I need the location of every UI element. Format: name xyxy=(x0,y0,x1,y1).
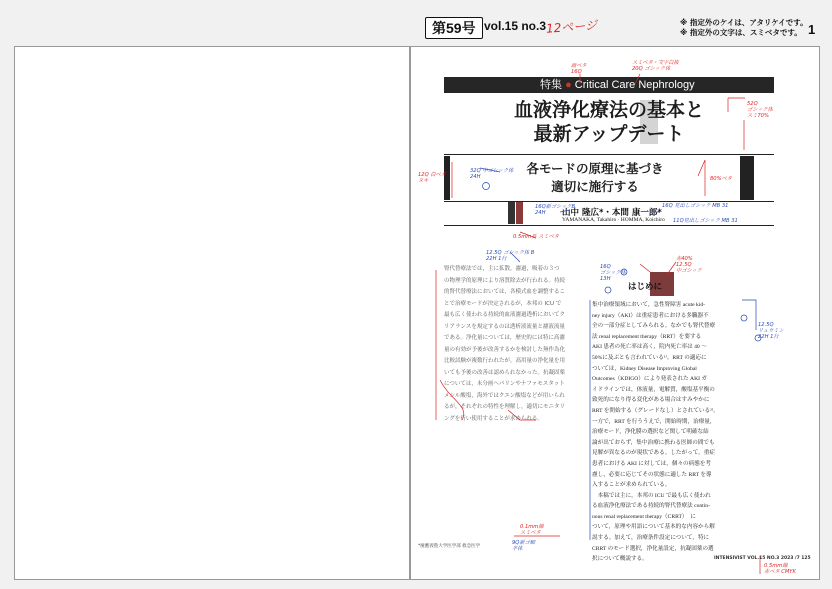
section-heading: はじめに xyxy=(628,282,663,292)
body-text xyxy=(592,300,724,565)
body-line: 一方で，RRT を行ううえで，開始時期，治療量， xyxy=(592,418,716,425)
sheet-number: 1 xyxy=(808,22,816,37)
author-bar-red xyxy=(516,202,523,224)
instruction-note-2: ※ 指定外の文字は、スミベタです。 xyxy=(680,28,802,37)
body-line: 致死的になり得る変化がある場合はすみやかに xyxy=(592,397,710,404)
abstract-line: メシル酸塩，海外ではクエン酸塩などが用いられ xyxy=(444,392,565,399)
body-line: 50%に及ぶとも言われている¹⁾。RRT の適応に xyxy=(592,354,707,361)
body-line: 説する。加えて，治療条件設定について，特に xyxy=(592,535,710,542)
annotation-author-right: 16Q 見出しゴシック MB 31 xyxy=(662,203,729,209)
body-line: 全の一部分症としてみられる。なかでも腎代替療 xyxy=(592,323,716,330)
instruction-notes xyxy=(680,18,808,38)
body-line: 論が出ておらず，集中治療に携わる医師の間でも xyxy=(592,439,715,446)
left-blank-page xyxy=(14,46,410,580)
body-line: る血液浄化療法である持続的腎代替療法 contin- xyxy=(592,503,710,510)
annotation-body-right: 12.5Q リュウミン 22H 1行 xyxy=(758,322,784,340)
body-line: CRRT のモード選択，浄化量設定，抗凝固薬の選 xyxy=(592,545,714,552)
subtitle-line-1: 各モードの原理に基づき xyxy=(526,162,664,176)
subtitle-line-2: 適切に施行する xyxy=(551,180,639,194)
annotation-author-left: 16Q新ゴシックB 24H xyxy=(535,204,576,216)
abstract-line: 的腎代替療法においては，各模式血を調整するこ xyxy=(444,289,566,295)
annotation-abstract: 12.5Q ゴシック体 B 22H 1行 xyxy=(486,250,535,262)
subtitle-rule-bottom xyxy=(444,201,774,202)
annotation-author-roman: 11Q見出しゴシック MB 31 xyxy=(673,218,738,224)
body-line: ney injury（AKI）は重症患者における多臓器不 xyxy=(592,312,709,319)
body-line: 見解が異なるのが現状である。したがって，重症 xyxy=(592,450,715,457)
abstract-line: リアランスを規定するのは透析液流量と濾液流量 xyxy=(444,323,565,330)
affiliation: *慶應義塾大学医学部 救急医学 xyxy=(418,544,481,549)
abstract-line: 最も広く使われる持続的血液濾過透析においてク xyxy=(444,312,566,318)
annotation-section-head: 16Q ゴシック体 13H xyxy=(600,264,626,282)
abstract xyxy=(444,264,576,425)
annotation-title-right: 52Q ゴシック体 スミ70% xyxy=(747,101,773,119)
body-line: 本稿では主に，本邦の ICU で最も広く使われ xyxy=(592,492,711,499)
abstract-line: いても予後の改善は認められなかった。抗凝固薬 xyxy=(444,369,566,376)
abstract-line: 比較試験が複数行われたが，高用量の浄化量を用 xyxy=(444,358,566,364)
annotation-bottom-rule: 0.1mm線 スミベタ xyxy=(520,524,544,536)
abstract-line: ングを行い使用することが求められる。 xyxy=(444,415,543,422)
pages-handwritten-note: 12ページ xyxy=(545,18,598,36)
abstract-line: については，未分画ヘパリンやナファモスタット xyxy=(444,381,565,387)
subtitle-right-bar xyxy=(740,156,754,200)
abstract-line: である。浄化量については，歴史的には特に高濾 xyxy=(444,335,565,341)
page-footer: INTENSIVIST VOL.15 NO.3 2023 /7 125 xyxy=(714,556,811,561)
volume-label: vol.15 no.3 xyxy=(484,19,547,33)
annotation-subtitle-right: 80%ベタ xyxy=(710,176,732,182)
body-line: uous renal replacement therapy（CRRT） に xyxy=(592,513,696,520)
author-names: 山中 隆広*・本間 康一郎* xyxy=(562,208,662,218)
annotation-bar-width: 0.5mm長 スミベタ xyxy=(513,234,559,240)
body-line: イドラインでは，体液量，電解質，酸塩基平衡の xyxy=(592,386,715,393)
annotation-top-left: 画ベタ 16Q xyxy=(571,63,587,75)
body-line: 集中治療領域において，急性腎障害 acute kid- xyxy=(592,302,705,308)
banner-text: Critical Care Nephrology xyxy=(574,79,695,91)
abstract-line: るが，それぞれの特性を理解し，適切にモニタリ xyxy=(444,404,566,410)
body-line: RRT を開始する（グレードなし）とされている²⁾。 xyxy=(592,407,719,414)
annotation-section-box: 赤40% 12.5Q 中ゴシック xyxy=(676,256,702,274)
abstract-line: とで治療モードが決定されるが，本邦の ICU で xyxy=(444,300,562,307)
body-line: ついて，原理や用語について基本的な内容から解 xyxy=(592,524,715,531)
article-title xyxy=(444,99,774,147)
body-line: Outcomes（KDIGO）により発表された AKI ガ xyxy=(592,376,707,383)
body-line: 患者における AKI に対しては，個々の病態を考 xyxy=(592,460,712,467)
annotation-affiliation: 9Q新ゴ細 半体 xyxy=(512,540,535,552)
annotation-footer: 0.5mm線 赤ベタ CMYK xyxy=(764,563,796,575)
feature-banner xyxy=(444,77,774,93)
title-rule-top xyxy=(444,154,774,155)
body-line: 治療モード，浄化膜の選択など関して明確な結 xyxy=(592,429,709,436)
abstract-line: 量の有効が予後が改善するかを検討した無作為化 xyxy=(444,346,566,353)
issue-number: 第59号 xyxy=(425,17,483,39)
body-line: 入することが求められている。 xyxy=(592,482,671,489)
abstract-line: の物理学的原理により溶質除去が行われる。持続 xyxy=(444,277,566,284)
body-line: ついては，Kidney Disease Improving Global xyxy=(592,365,697,372)
banner-dot-icon: ● xyxy=(565,79,572,91)
abstract-line: 腎代替療法では，主に拡散，濾過，吸着の３つ xyxy=(444,266,560,272)
instruction-note-1: ※ 指定外のケイは、アタリケイです。 xyxy=(680,18,808,27)
body-line: AKI 患者の死亡率は高く，院内死亡率は 40 ～ xyxy=(592,344,707,351)
body-line: 慮し，必要に応じてその状態に適した RRT を導 xyxy=(592,471,712,478)
annotation-top-right: スミベタ・文字白抜 20Q ゴシック体 xyxy=(632,60,679,72)
annotation-left-margin: 12Q 白ベタ ヌキ xyxy=(418,172,446,184)
annotation-subtitle-left: 32Q 中ゴシック体 24H xyxy=(470,168,514,180)
title-line-2: 最新アップデート xyxy=(533,124,685,145)
author-rule xyxy=(444,225,774,226)
author-bar-dark xyxy=(508,202,515,224)
body-line: 法 renal replacement therapy（RRT）を要する xyxy=(592,333,702,340)
title-line-1: 血液浄化療法の基本と xyxy=(513,100,704,121)
banner-label: 特集 xyxy=(540,79,562,91)
proof-header xyxy=(0,0,832,46)
body-line: 択について概説する。 xyxy=(592,556,648,563)
author-names-romanized: YAMANAKA, Takahiro · HOMMA, Koichiro xyxy=(562,217,665,223)
